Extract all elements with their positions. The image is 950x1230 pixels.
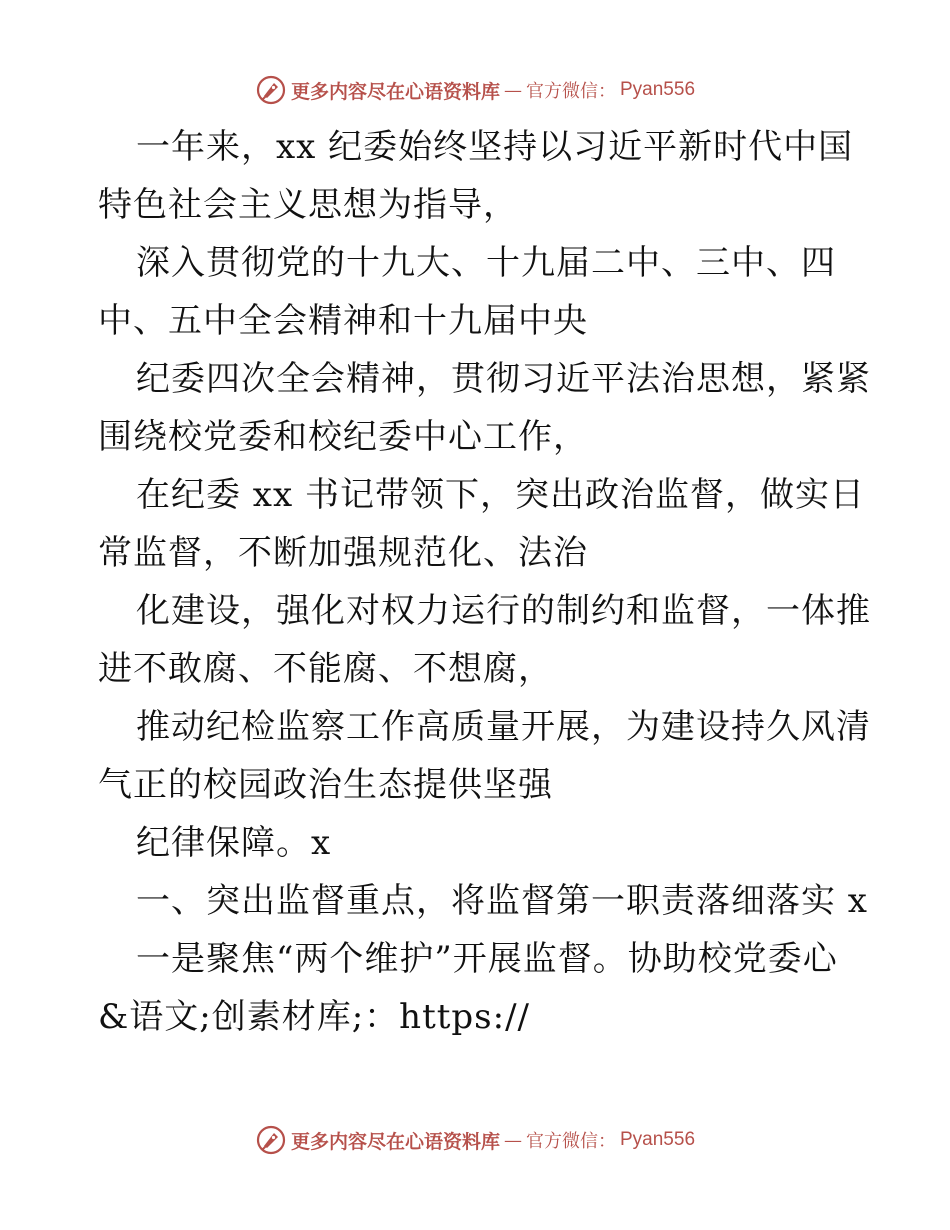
paragraph-line: &语文;创素材库;：https:// bbox=[98, 997, 530, 1037]
section-heading: 一、突出监督重点，将监督第一职责落细落实 x bbox=[136, 881, 868, 921]
header-brand-text: 更多内容尽在心语资料库 bbox=[290, 80, 500, 103]
paragraph-line: 一是聚焦“两个维护”开展监督。协助校党委心 bbox=[136, 939, 838, 979]
document-body bbox=[98, 118, 871, 1046]
footer-contact-label: 官方微信： bbox=[526, 1131, 616, 1152]
header-contact-id: Pyan556 bbox=[620, 79, 696, 100]
footer-banner bbox=[0, 1122, 950, 1158]
paragraph-line: 常监督，不断加强规范化、法治 bbox=[98, 533, 588, 573]
header-contact-label: 官方微信： bbox=[526, 81, 616, 102]
paragraph-line: 中、五中全会精神和十九届中央 bbox=[98, 301, 588, 341]
paragraph-line: 推动纪检监察工作高质量开展，为建设持久风清 bbox=[136, 707, 871, 747]
paragraph-line: 一年来，xx 纪委始终坚持以习近平新时代中国 bbox=[136, 127, 854, 167]
paragraph-line: 在纪委 xx 书记带领下，突出政治监督，做实日 bbox=[136, 475, 865, 515]
footer-brand-text: 更多内容尽在心语资料库 bbox=[290, 1130, 500, 1153]
paragraph-line: 进不敢腐、不能腐、不想腐， bbox=[98, 649, 553, 689]
paragraph-line: 气正的校园政治生态提供坚强 bbox=[98, 765, 553, 805]
footer-separator: — bbox=[504, 1129, 522, 1151]
header-banner bbox=[0, 72, 950, 108]
paragraph-line: 化建设，强化对权力运行的制约和监督，一体推 bbox=[136, 591, 871, 631]
paragraph-line: 深入贯彻党的十九大、十九届二中、三中、四 bbox=[136, 243, 836, 283]
header-separator: — bbox=[504, 79, 522, 101]
pen-nib-circle-icon bbox=[255, 1124, 287, 1156]
paragraph-line: 围绕校党委和校纪委中心工作， bbox=[98, 417, 588, 457]
footer-contact-id: Pyan556 bbox=[620, 1129, 696, 1150]
paragraph-line: 纪律保障。x bbox=[136, 823, 332, 863]
paragraph-line: 纪委四次全会精神，贯彻习近平法治思想，紧紧 bbox=[136, 359, 871, 399]
paragraph-line: 特色社会主义思想为指导， bbox=[98, 185, 518, 225]
pen-nib-circle-icon bbox=[255, 74, 287, 106]
